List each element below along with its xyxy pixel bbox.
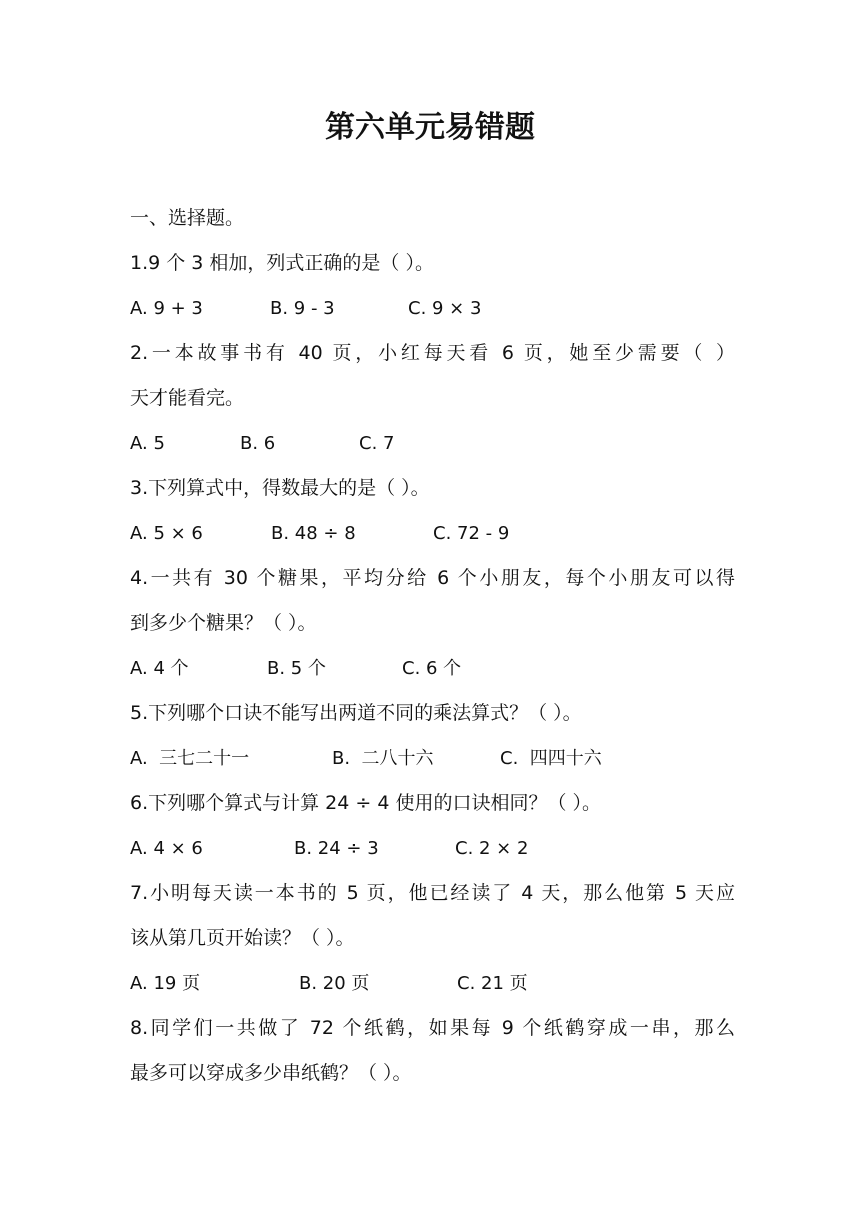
question-4-text-cont: 到多少个糖果？（ ）。 (130, 612, 317, 634)
question-1-text: 1.9 个 3 相加，列式正确的是（ ）。 (130, 252, 434, 274)
option-c: C. 四四十六 (500, 748, 602, 769)
question-2-text: 2.一本故事书有 40 页，小红每天看 6 页，她至少需要（ ） (130, 342, 735, 364)
question-2-text-cont: 天才能看完。 (130, 387, 245, 409)
option-c: C. 2 × 2 (455, 838, 529, 859)
option-a: A. 5 (130, 433, 165, 454)
question-7-options (130, 961, 735, 1006)
question-3-options (130, 511, 735, 556)
option-c: C. 21 页 (457, 973, 528, 994)
question-3-text: 3.下列算式中，得数最大的是（ ）。 (130, 477, 430, 499)
question-7-text: 7.小明每天读一本书的 5 页，他已经读了 4 天，那么他第 5 天应 (130, 882, 735, 904)
page-title: 第六单元易错题 (325, 110, 535, 145)
question-5-options (130, 736, 735, 781)
question-8-text: 8.同学们一共做了 72 个纸鹤，如果每 9 个纸鹤穿成一串，那么 (130, 1017, 735, 1039)
option-a: A. 4 个 (130, 658, 189, 679)
question-7-text-cont: 该从第几页开始读？（ ）。 (130, 927, 355, 949)
option-b: B. 48 ÷ 8 (271, 523, 356, 544)
question-6-options (130, 826, 735, 871)
section-heading: 一、选择题。 (130, 207, 245, 229)
option-c: C. 6 个 (402, 658, 462, 679)
question-4-options (130, 646, 735, 691)
option-b: B. 二八十六 (332, 748, 434, 769)
option-a: A. 4 × 6 (130, 838, 203, 859)
question-6-text: 6.下列哪个算式与计算 24 ÷ 4 使用的口诀相同？（ ）。 (130, 792, 602, 814)
option-b: B. 24 ÷ 3 (294, 838, 379, 859)
option-b: B. 9 - 3 (270, 298, 335, 319)
option-a: A. 19 页 (130, 973, 201, 994)
option-c: C. 7 (359, 433, 395, 454)
option-a: A. 三七二十一 (130, 748, 250, 769)
question-2-options (130, 421, 735, 466)
option-b: B. 20 页 (299, 973, 370, 994)
option-c: C. 9 × 3 (408, 298, 482, 319)
question-1-options (130, 286, 735, 331)
question-list (130, 196, 735, 1096)
option-a: A. 5 × 6 (130, 523, 203, 544)
option-a: A. 9 + 3 (130, 298, 203, 319)
option-c: C. 72 - 9 (433, 523, 510, 544)
question-8-text-cont: 最多可以穿成多少串纸鹤？（ ）。 (130, 1062, 412, 1084)
option-b: B. 5 个 (267, 658, 326, 679)
question-4-text: 4.一共有 30 个糖果，平均分给 6 个小朋友，每个小朋友可以得 (130, 567, 735, 589)
question-5-text: 5.下列哪个口诀不能写出两道不同的乘法算式？（ ）。 (130, 702, 582, 724)
option-b: B. 6 (240, 433, 276, 454)
